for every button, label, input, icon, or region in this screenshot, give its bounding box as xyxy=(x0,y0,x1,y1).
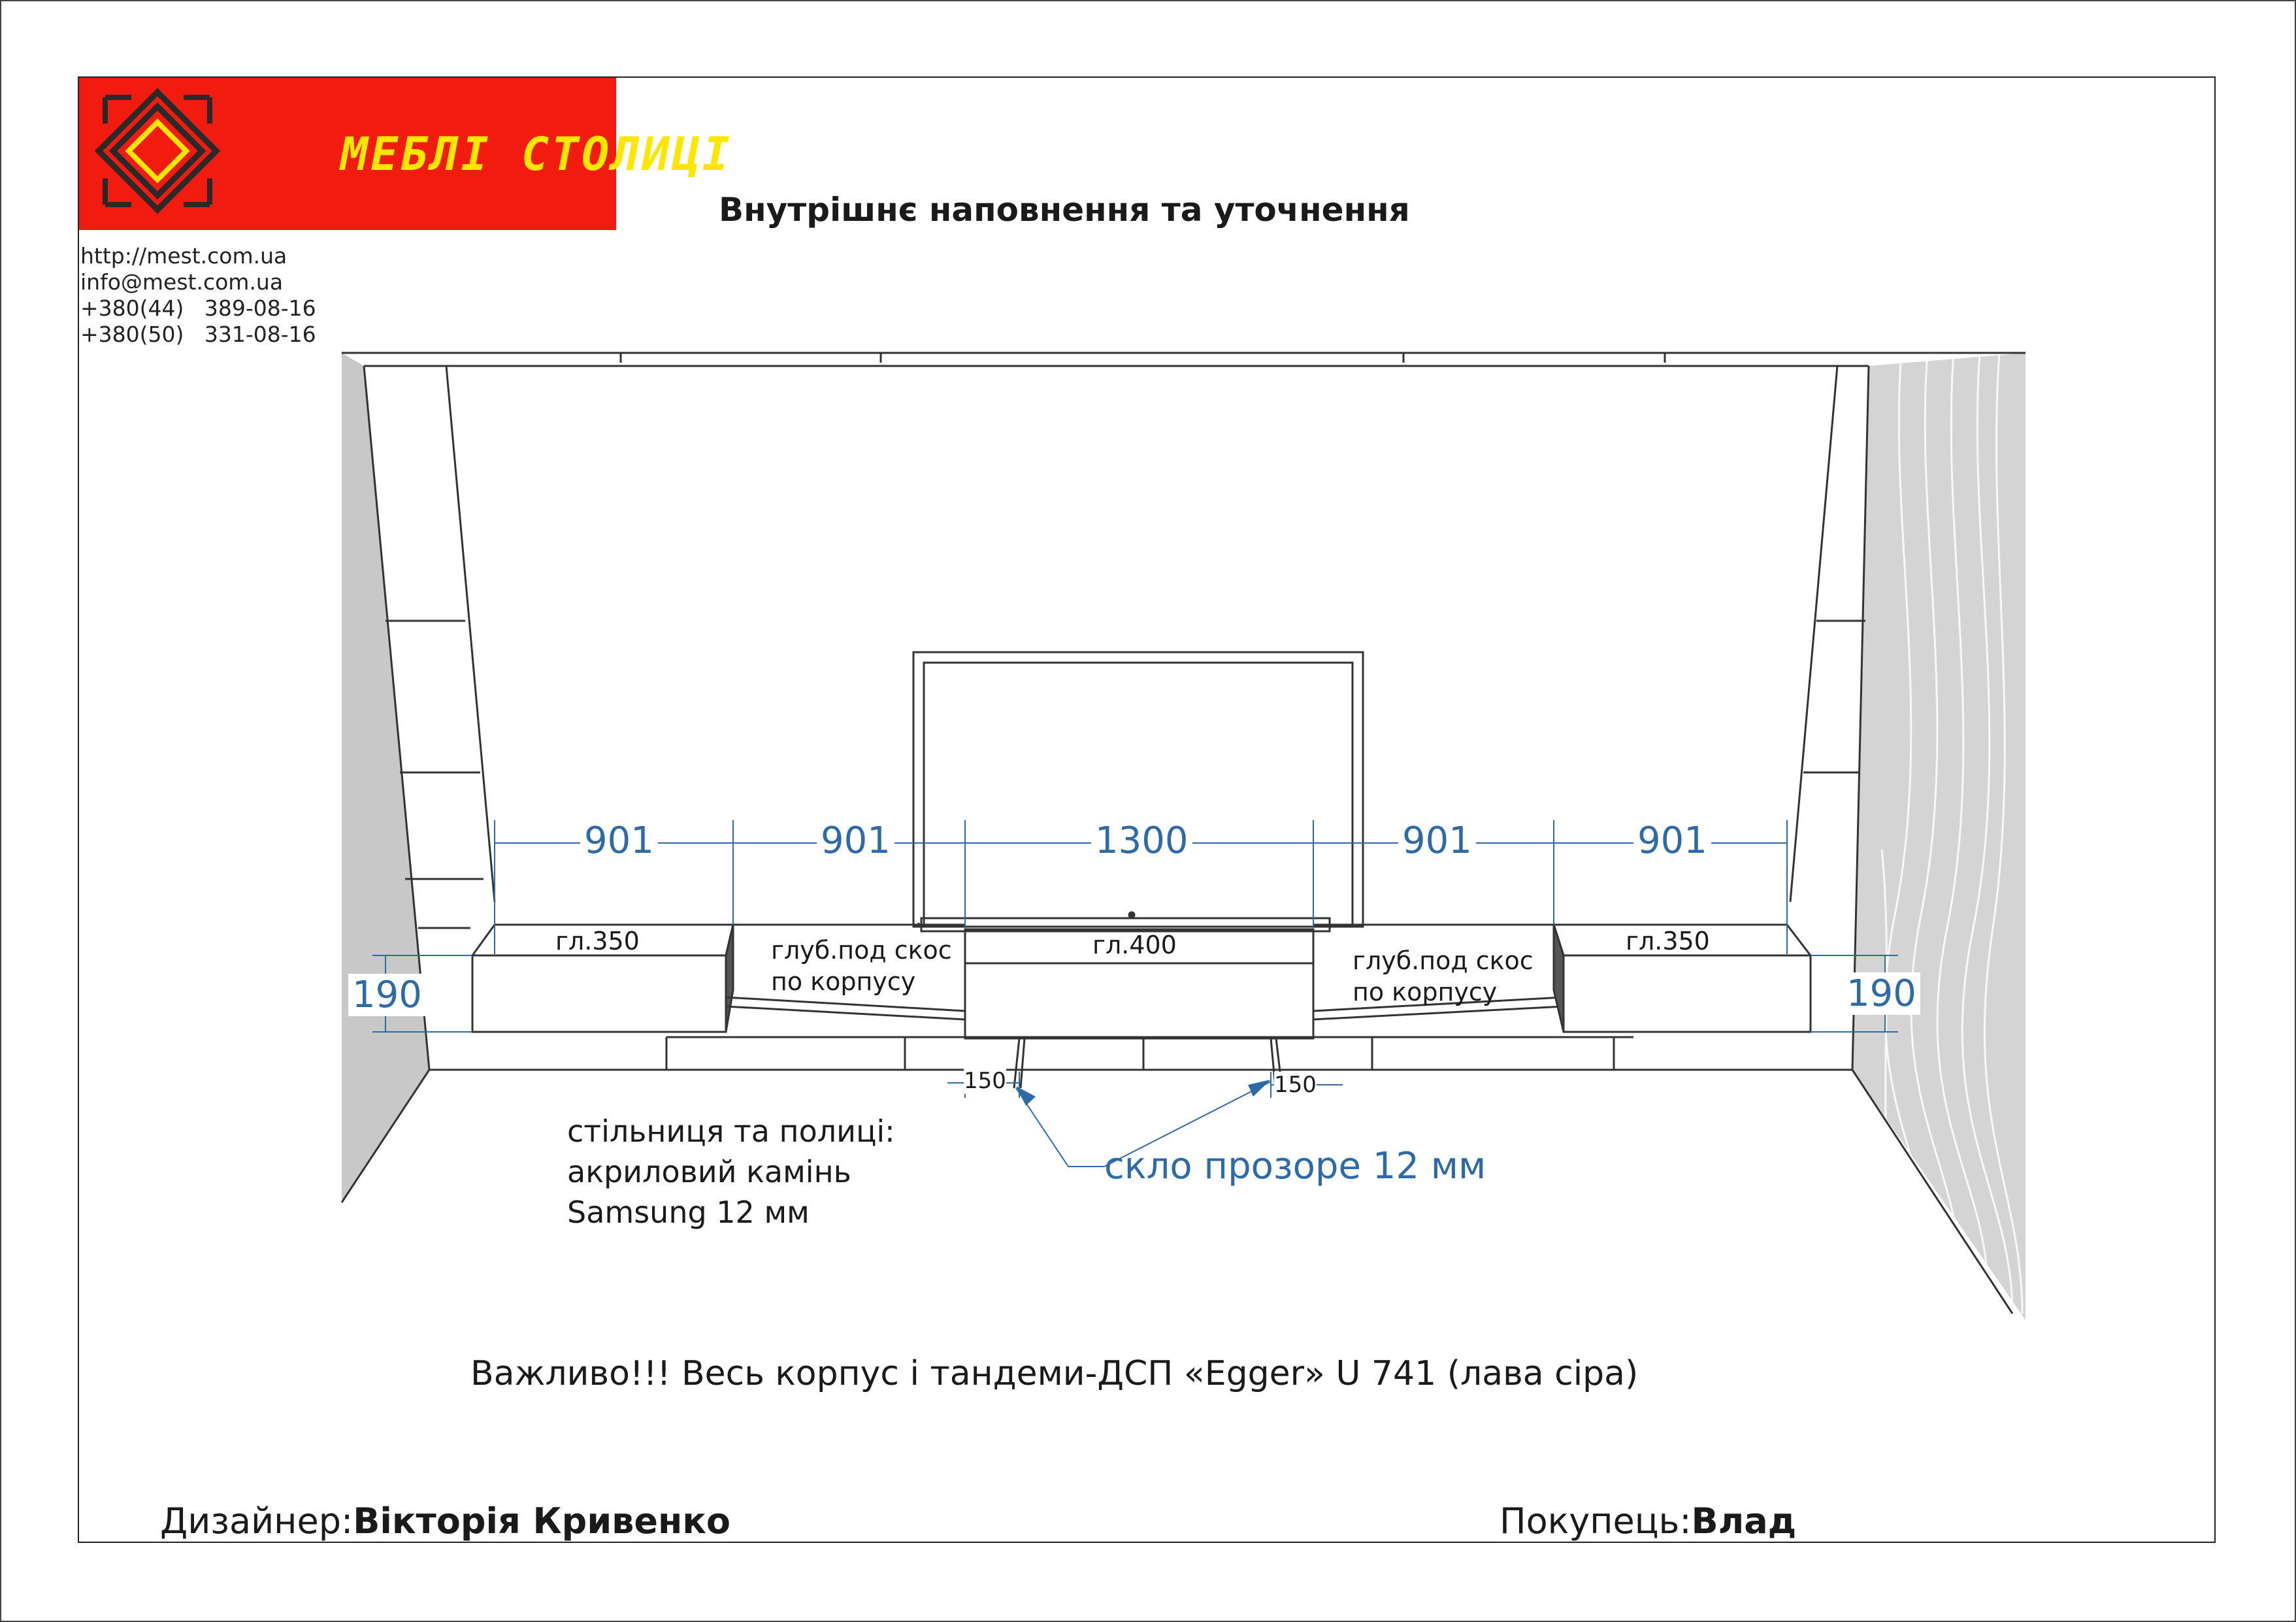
depth-right-cabinet: гл.350 xyxy=(1626,927,1710,955)
phone-2: +380(50) 331-08-16 xyxy=(80,322,316,347)
designer-name: Вікторія Кривенко xyxy=(353,1500,731,1542)
designer-info xyxy=(160,1500,730,1542)
important-note: Важливо!!! Весь корпус і тандеми-ДСП «Egger» U 741 (лава сіра) xyxy=(470,1354,1639,1393)
dim-width-4: 901 xyxy=(1398,819,1476,862)
email-link[interactable]: info@mest.com.ua xyxy=(80,269,284,295)
website-link[interactable]: http://mest.com.ua xyxy=(80,243,287,269)
buyer-label: Покупець: xyxy=(1500,1500,1692,1542)
brand-name: МЕБЛІ СТОЛИЦІ xyxy=(340,127,732,181)
glass-note: скло прозоре 12 мм xyxy=(1104,1145,1486,1187)
material-note xyxy=(567,1111,895,1233)
depth-left-cabinet: гл.350 xyxy=(555,927,640,955)
dim-width-1: 901 xyxy=(580,819,658,862)
material-line-3: Samsung 12 мм xyxy=(567,1195,810,1230)
dim-leg-left: 150 xyxy=(964,1068,1006,1094)
material-line-2: акриловий камінь xyxy=(567,1154,851,1189)
depth-center-cabinet: гл.400 xyxy=(1092,931,1177,959)
dim-height-left: 190 xyxy=(348,974,426,1016)
dim-width-5: 901 xyxy=(1633,819,1711,862)
dim-width-2: 901 xyxy=(817,819,894,862)
dim-leg-right: 150 xyxy=(1274,1072,1317,1098)
depth-left-shelf-line1: глуб.под скос xyxy=(771,936,952,965)
depth-right-shelf-line2: по корпусу xyxy=(1353,978,1498,1006)
page-title: Внутрішнє наповнення та уточнення xyxy=(719,191,1410,229)
dim-width-3: 1300 xyxy=(1091,819,1192,862)
material-line-1: стільниця та полиці: xyxy=(567,1114,895,1149)
depth-right-shelf-line1: глуб.под скос xyxy=(1353,946,1533,975)
dim-height-right: 190 xyxy=(1843,972,1920,1015)
buyer-name: Влад xyxy=(1691,1500,1797,1542)
buyer-info xyxy=(1500,1500,1796,1542)
designer-label: Дизайнер: xyxy=(160,1500,353,1542)
phone-1: +380(44) 389-08-16 xyxy=(80,295,316,321)
depth-left-shelf-line2: по корпусу xyxy=(771,967,916,996)
